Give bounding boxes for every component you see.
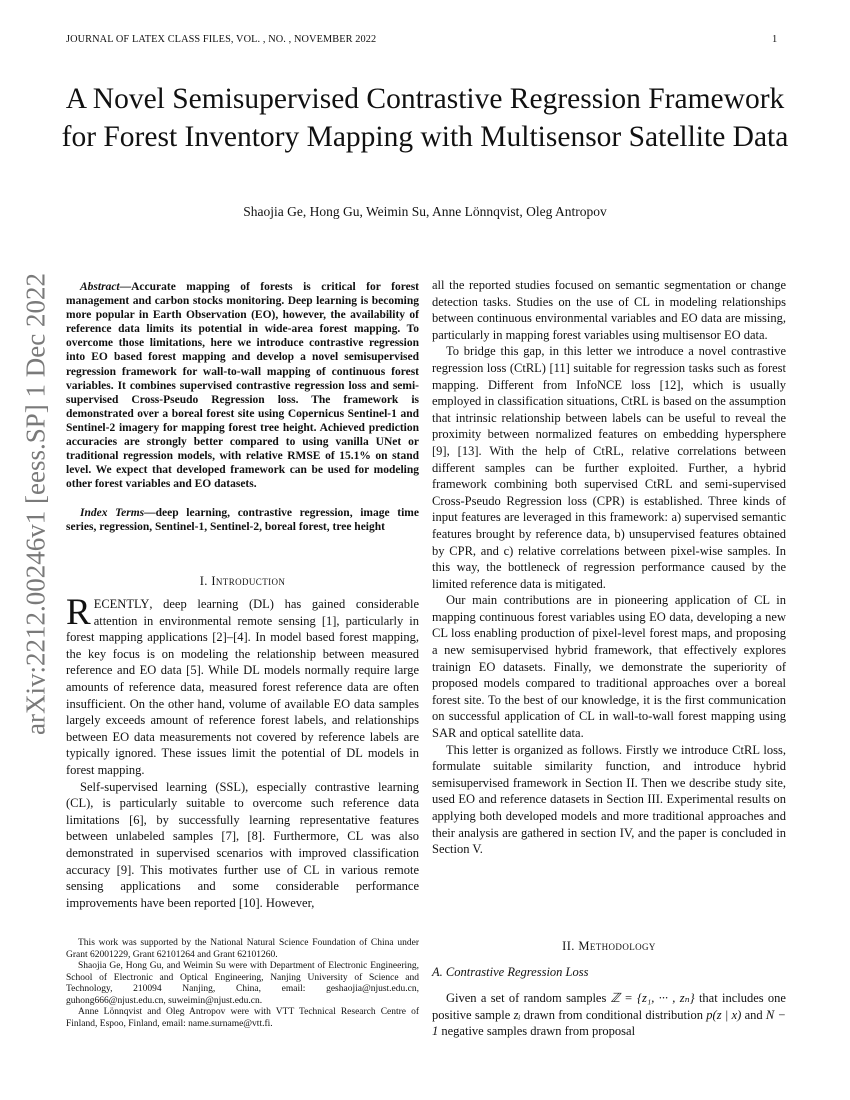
subsection-heading: A. Contrastive Regression Loss (432, 965, 589, 979)
abstract-text: —Accurate mapping of forests is critical for forest management and carbon stocks monitoring. Deep learning is becoming more popular in Earth Observation (EO), however, the availability of reference data limits its potential in wide-area forest mapping. To overcome those limitations, here we introduce contrastive regression into EO based forest mapping and develop a novel semisupervised regression framework for wall-to-wall mapping of continuous forest variables. It combines supervised contrastive regression loss and semi-supervised Cross-Pseudo Regression loss. The framework is demonstrated over a boreal forest site using Copernicus Sentinel-1 and Sentinel-2 imagery for mapping forest tree height. Achieved prediction accuracies are strongly better compared to using vanilla UNet or traditional regression models, with relative RMSE of 15.1% on stand level. We expect that developed framework can be used for modeling other forest variables and EO datasets. (66, 281, 419, 491)
section-title: Methodology (578, 939, 656, 953)
arxiv-stamp (6, 273, 66, 735)
section-heading-methodology (432, 938, 786, 955)
methodology-body (432, 990, 786, 1040)
intro-paragraph-1-text: , deep learning (DL) has gained considerable attention in environmental remote sensing [1], particularly in forest mapping applications [2]–[4]. In model based forest mapping, the key focus is on modeling the relationship between measured reference and EO data [5]. While DL models normally require large amounts of reference data, measured forest reference data are often insufficient. On the other hand, volume of available EO data samples largely exceeds amount of reference forest labels, and relationships between EO data measurements not covered by reference labels are typically ignored. These issues limit the potential of DL models in forest mapping. (66, 597, 419, 777)
section-number: I. (199, 574, 208, 588)
math: p(z | x) (706, 1007, 742, 1022)
math: zᵢ (513, 1007, 521, 1022)
intro-paragraph-5: This letter is organized as follows. Firstly we introduce CtRL loss, formulate suitable similarity function, and introduce hybrid semisupervised framework in Section II. Then we describe study site, used EO and reference datasets in Section III. Experimental results on applying both developed models and more traditional approaches and their analysis are gathered in section IV, and the paper is concluded in Section V. (432, 742, 786, 857)
intro-lead-word: ECENTLY (93, 597, 150, 611)
footnotes (66, 938, 419, 1030)
text: that includes one positive sample (432, 991, 786, 1022)
intro-paragraph-1 (66, 592, 419, 779)
introduction-body (66, 592, 419, 911)
intro-paragraph-3: To bridge this gap, in this letter we introduce a novel contrastive regression loss (CtRL) [11] suitable for regression tasks such as forest mapping. Different from InfoNCE loss [12], which is usually employed in classification situations, CtRL is based on the assumption that intrinsic relationship between labels can be useful to reveal the proximity between normalized features on embedding hypersphere [9], [13]. With the help of CtRL, relative correlations between different samples can be further exploited. Further, a hybrid framework combining both supervised CtRL and semi-supervised Cross-Pseudo Regression loss (CPR) is established. Three kinds of input features are leveraged in this framework: a) supervised semantic features brought by reference data, b) unsupervised features obtained by CPR, and c) relative correlations between pixel-wise samples. In this way, the bottleneck of regression performance caused by the limited reference data is mitigated. (432, 344, 786, 591)
section-number: II. (562, 939, 575, 953)
section-heading-introduction (66, 573, 419, 590)
abstract-label: Abstract (80, 281, 120, 293)
text: drawn from conditional distribution (520, 1007, 707, 1022)
footnote-affiliation-1: Shaojia Ge, Hong Gu, and Weimin Su were with Department of Electronic Engineering, School of Electronic and Optical Engineering, Nanjing University of Science and Technology, 210094 Nanjing, China, email: geshaojia@njust.edu.cn, guhong666@njust.edu.cn, suweimin@njust.edu.cn. (66, 961, 419, 1006)
paper-authors: Shaojia Ge, Hong Gu, Weimin Su, Anne Lönnqvist, Oleg Antropov (243, 204, 607, 219)
index-terms-text: —deep learning, contrastive regression, image time series, regression, Sentinel-1, Sentinel-2, boreal forest, tree height (66, 507, 419, 534)
text: Given a set of random samples (446, 991, 611, 1005)
index-terms (66, 506, 419, 534)
text: and (741, 1007, 766, 1022)
running-head: JOURNAL OF LATEX CLASS FILES, VOL. , NO. , NOVEMBER 2022 (66, 34, 377, 45)
intro-paragraph-2: Self-supervised learning (SSL), especially contrastive learning (CL), is particularly suitable to overcome such reference data limitations [6], by successfully learning representative features between unlabeled samples [7], [8]. Furthermore, CL was also demonstrated in supervised scenarios with improved classification accuracy [9]. This motivates further use of CL in various remote sensing applications and some considerable performance improvements have been reported [10]. However, (66, 779, 419, 910)
math: N − 1 (432, 1007, 786, 1039)
math: ℤ = {z₁, ··· , zₙ} (610, 991, 695, 1005)
page-number: 1 (772, 34, 778, 45)
paper-title: A Novel Semisupervised Contrastive Regression Framework for Forest Inventory Mapping with Multisensor Satellite Data (61, 83, 789, 153)
index-terms-label: Index Terms (80, 507, 145, 519)
footnote-funding: This work was supported by the National Natural Science Foundation of China under Grant 62001229, Grant 62101264 and Grant 62101260. (66, 938, 419, 960)
intro-paragraph-2-continued: all the reported studies focused on semantic segmentation or change detection tasks. Studies on the use of CL in modeling relationships between continuous environmental variables and EO data are missing, particularly in mapping forest variables using multisensor EO data. (432, 278, 786, 342)
right-column-body (432, 277, 786, 858)
section-title: Introduction (211, 574, 286, 588)
abstract (66, 280, 419, 491)
intro-paragraph-4: Our main contributions are in pioneering application of CL in mapping continuous forest variables using EO data, developing a new CL loss enabling production of pixel-level forest maps, and proposing a new semisupervised hybrid framework, that effectively explores trainign EO datasets. Finally, we demonstrate the superiority of proposed models compared to traditional approaches over a boreal forest site. To the best of our knowledge, it is the first communication on successful application of CL in wall-to-wall forest mapping using SAR and optical satellite data. (432, 593, 786, 741)
arxiv-id: arXiv:2212.00246v1 [eess.SP] 1 Dec 2022 (20, 273, 51, 735)
footnote-affiliation-2: Anne Lönnqvist and Oleg Antropov were with VTT Technical Research Centre of Finland, Espoo, Finland, email: name.surname@vtt.fi. (66, 1007, 419, 1029)
drop-cap: R (66, 592, 91, 633)
methodology-paragraph-1 (432, 990, 786, 1040)
text: negative samples drawn from proposal (438, 1024, 636, 1039)
